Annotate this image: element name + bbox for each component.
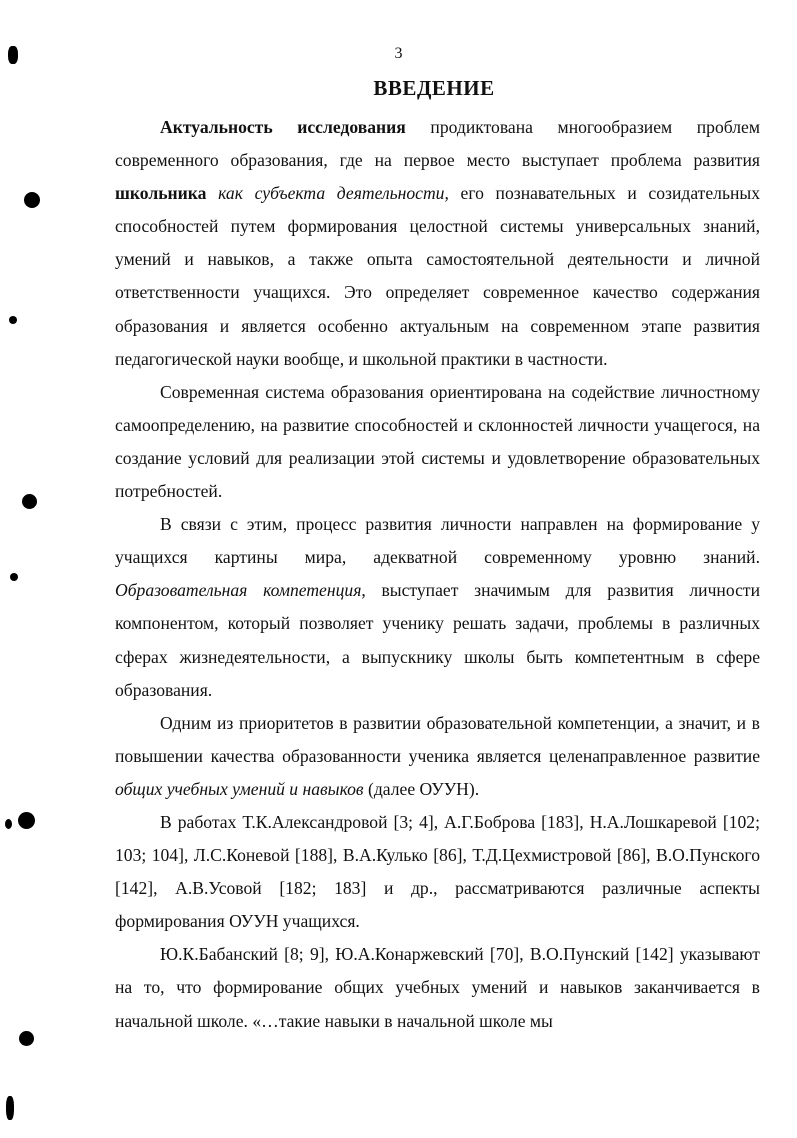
- hole-punch-mark: [6, 1096, 14, 1120]
- paragraph-text: Ю.К.Бабанский [8; 9], Ю.А.Конаржевский [70], В.О.Пунский [142] указывают на то, что формирование общих учебных умений и навыков заканчивается в начальной школе. «…такие навыки в начальной школе мы: [115, 944, 760, 1031]
- hole-punch-mark: [19, 1031, 34, 1046]
- paragraph-competence: [115, 508, 760, 707]
- page-number: 3: [394, 45, 403, 62]
- hole-punch-mark: [9, 316, 17, 324]
- body-text: [115, 111, 760, 1038]
- paragraph-lead-bold: Актуальность исследования: [160, 117, 406, 137]
- hole-punch-mark: [22, 494, 37, 509]
- paragraph-text: (далее ОУУН).: [363, 778, 480, 799]
- paragraph-text: , выступает значимым для развития личности компонентом, который позволяет ученику решать задачи, проблемы в различных сферах жизнедеятельности, а выпускнику школы быть компетентным в сфере образования.: [115, 580, 760, 700]
- paragraph-primary-school: [115, 938, 760, 1037]
- paragraph-italic-term: Образовательная компетенция: [115, 580, 362, 601]
- page-title: ВВЕДЕНИЕ: [373, 76, 495, 100]
- paragraph-relevance: [115, 111, 760, 376]
- hole-punch-mark: [24, 192, 40, 208]
- hole-punch-mark: [10, 573, 18, 581]
- paragraph-references: [115, 806, 760, 938]
- paragraph-text: продиктована многообразием проблем современного образования, где на первое место выступает проблема развития: [115, 117, 760, 171]
- paragraph-text: Современная система образования ориентирована на содействие личностному самоопределению, на развитие способностей и склонностей личности учащегося, на создание условий для реализации этой системы и удовлетворение образовательных потребностей.: [115, 381, 760, 502]
- paragraph-text: В работах Т.К.Александровой [3; 4], А.Г.Боброва [183], Н.А.Лошкаревой [102; 103; 104], Л.С.Коневой [188], В.А.Кулько [86], Т.Д.Цехмистровой [86], В.О.Пунского [142], А.В.Усовой [182; 183] и др., рассматриваются различные аспекты формирования ОУУН учащихся.: [115, 811, 760, 932]
- paragraph-italic-term: общих учебных умений и навыков: [115, 778, 364, 799]
- paragraph-text: [206, 183, 218, 203]
- paragraph-education-system: [115, 376, 760, 508]
- paragraph-text: В связи с этим, процесс развития личности направлен на формирование у учащихся картины мира, адекватной современному уровню знаний.: [115, 514, 760, 568]
- paragraph-priorities: [115, 707, 760, 806]
- hole-punch-mark: [5, 819, 12, 829]
- paragraph-text: Одним из приоритетов в развитии образовательной компетенции, а значит, и в повышении качества образованности ученика является целенаправленное развитие: [115, 712, 760, 766]
- hole-punch-mark: [18, 812, 35, 829]
- paragraph-italic-term: как субъекта деятельности,: [218, 183, 449, 204]
- paragraph-bold-term: школьника: [115, 183, 207, 204]
- paragraph-text: его познавательных и созидательных способностей путем формирования целостной системы универсальных знаний, умений и навыков, а также опыта самостоятельной деятельности и личной ответственности учащихся. Это определяет современное качество содержания образования и является особенно актуальным на современном этапе развития педагогической науки вообще, и школьной практики в частности.: [115, 183, 761, 369]
